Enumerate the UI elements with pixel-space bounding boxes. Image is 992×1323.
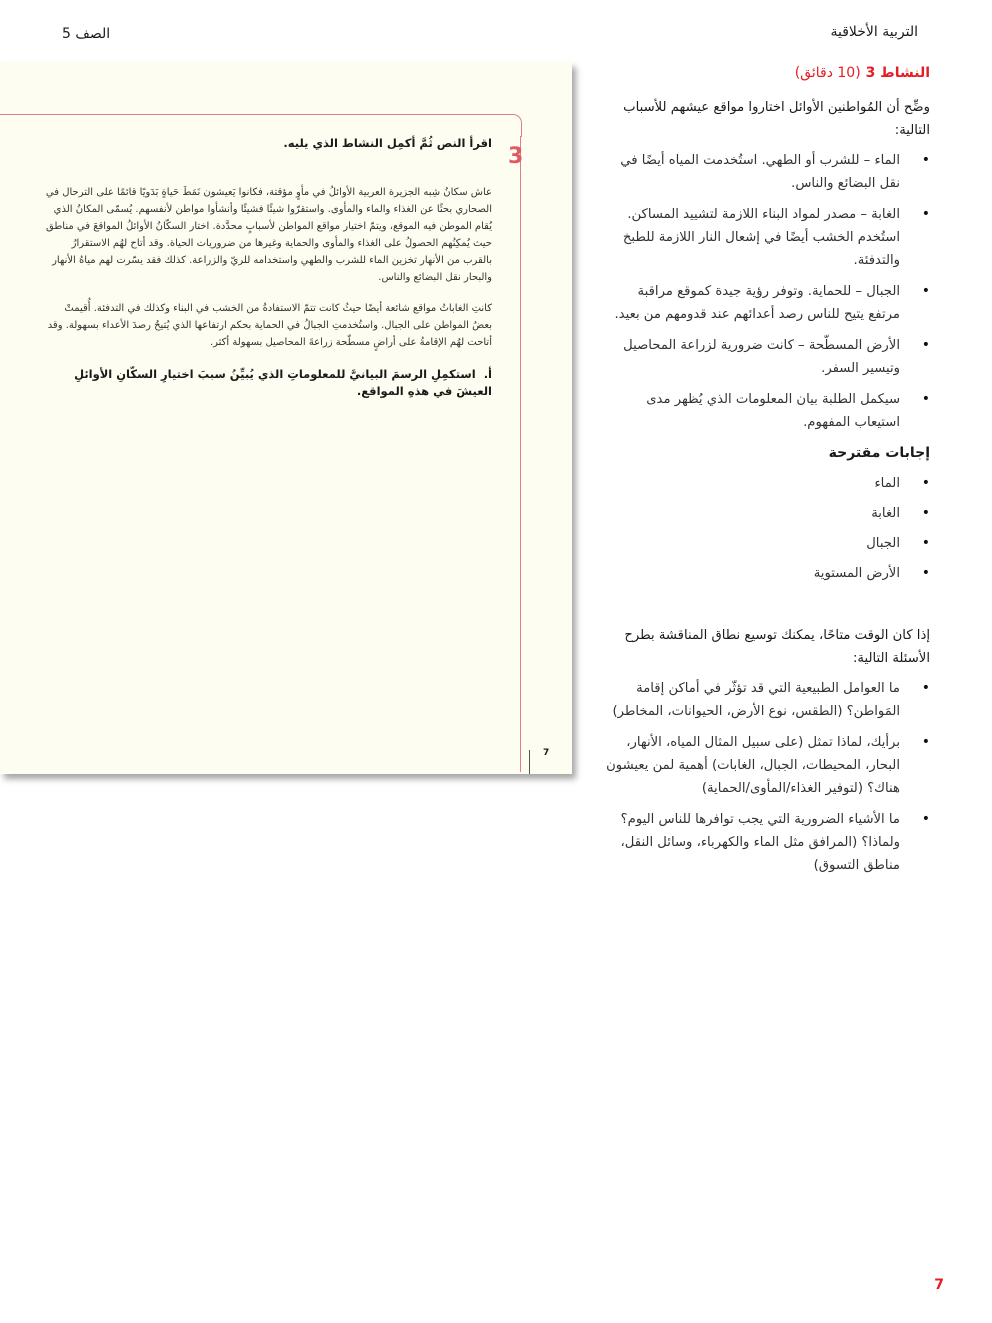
question-text: استكمِلِ الرسمَ البيانيَّ للمعلوماتِ الذي يُبيِّنُ سببَ اختيارِ السكّانِ الأوائلِ العيشَ في هذهِ المواقع. bbox=[74, 367, 492, 398]
list-item: • الماء – للشرب أو الطهي. استُخدمت المياه أيضًا في نقل البضائع والناس. bbox=[606, 149, 930, 195]
divider-corner bbox=[512, 114, 522, 137]
list-item: • ما العوامل الطبيعية التي قد تؤثّر في أماكن إقامة المَواطن؟ (الطقس، نوع الأرض، الحيوانات، المخاطر) bbox=[606, 677, 930, 723]
book-instruction: اقرأ النص ثُمَّ أكمِل النشاط الذي يليه. bbox=[283, 136, 492, 150]
header-grade: الصف 5 bbox=[62, 26, 111, 42]
page-number: 7 bbox=[934, 1277, 944, 1293]
list-item: • الماء bbox=[606, 472, 930, 495]
teacher-guide-column bbox=[606, 62, 930, 885]
book-paragraph-2: كانتِ الغاباتُ مواقع شائعة أيضًا حيثُ كانت تتمّ الاستفادةُ من الخشب في البناء وكذلك في التدفئة. أُقيمتْ بعضُ المواطن على الجبال. واستُخدمتِ الجبالُ في الحماية بحكم ارتفاعها الذي يُتيحُ رصدَ الأعداء بسهولة. وقد أتاحت لهُم الإقامةُ على أراضٍ مسطّحة زراعةَ المحاصيل بسهولة أكثر. bbox=[47, 303, 492, 348]
list-item: • برأيك، لماذا تمثل (على سبيل المثال المياه، الأنهار، البحار، المحيطات، الجبال، الغابات) أهمية لمن يعيشون هناك؟ (لتوفير الغذاء/المأوى/الحماية) bbox=[606, 731, 930, 800]
list-item: • الأرض المستوية bbox=[606, 562, 930, 585]
page-number-divider bbox=[529, 750, 530, 774]
question-label: أ. bbox=[483, 367, 492, 381]
extension-questions-list bbox=[606, 677, 930, 877]
book-question bbox=[52, 366, 492, 400]
list-item: • الغابة – مصدر لمواد البناء اللازمة لتشييد المساكن. استُخدم الخشب أيضًا في إشعال النار اللازمة للطبخ والتدفئة. bbox=[606, 203, 930, 272]
divider-line bbox=[0, 114, 512, 115]
answers-list bbox=[606, 472, 930, 585]
list-item: • سيكمل الطلبة بيان المعلومات الذي يُظهر مدى استيعاب المفهوم. bbox=[606, 388, 930, 434]
book-page-number: 7 bbox=[543, 748, 550, 758]
book-paragraph-1: عاش سكانُ شِبه الجزيرة العربية الأوائلُ في مأوٍ مؤقتة، فكانوا يَعيشون نَمَطَ حَياةٍ بَدَويًا قائمًا على الترحال في الصحاري بحثًا عن الغذاء والماء والمأوى. واستقرّوا شيئًا فشيئًا وأنشأوا مواطن لأنفسهم. يُسمّى المكانُ الذي يُقام الموطن فيه الموقع، ويتمّ اختيار مواقع المواطن لأسبابٍ محدَّدة. اختار السكّانُ الأوائلُ المواقعَ في مناطق حيث يُمكِنُهم الحصولُ على الغذاء والمأوى والحماية وغيرها من ضروريات الحياة. وقد أتاح لهُم الاستقرارُ بالقرب من الأنهار تخزين الماء للشرب والطهي واستخدامه للريّ والزراعة. كذلك فقد يسّرت لهم مياهُ الأنهار والبحار نقل البضائع والناس. bbox=[45, 187, 492, 283]
activity-number: 3 bbox=[508, 144, 524, 169]
list-item: • الجبال – للحماية. وتوفر رؤية جيدة كموقع مراقبة مرتفع يتيح للناس رصد أعدائهم عند قدومهم من بعيد. bbox=[606, 280, 930, 326]
list-item: • الغابة bbox=[606, 502, 930, 525]
reasons-list bbox=[606, 149, 930, 434]
activity-title bbox=[606, 62, 930, 85]
list-item: • الأرض المسطّحة – كانت ضرورية لزراعة المحاصيل وتيسير السفر. bbox=[606, 334, 930, 380]
list-item: • ما الأشياء الضرورية التي يجب توافرها للناس اليوم؟ ولماذا؟ (المرافق مثل الماء والكهرباء، وسائل النقل، مناطق التسوق) bbox=[606, 808, 930, 877]
header-subject: التربية الأخلاقية bbox=[830, 24, 918, 40]
intro-text: وضِّح أن المُواطنين الأوائل اختاروا مواقع عيشهم للأسباب التالية: bbox=[623, 100, 930, 138]
extension-intro: إذا كان الوقت متاحًا، يمكنك توسيع نطاق المناقشة بطرح الأسئلة التالية: bbox=[624, 628, 930, 666]
student-book-page bbox=[0, 62, 572, 774]
answers-heading: إجابات مقترحة bbox=[828, 445, 930, 461]
list-item: • الجبال bbox=[606, 532, 930, 555]
margin-line bbox=[520, 136, 521, 772]
activity-duration: (10 دقائق) bbox=[794, 65, 861, 81]
activity-title-label: النشاط 3 bbox=[865, 65, 930, 81]
